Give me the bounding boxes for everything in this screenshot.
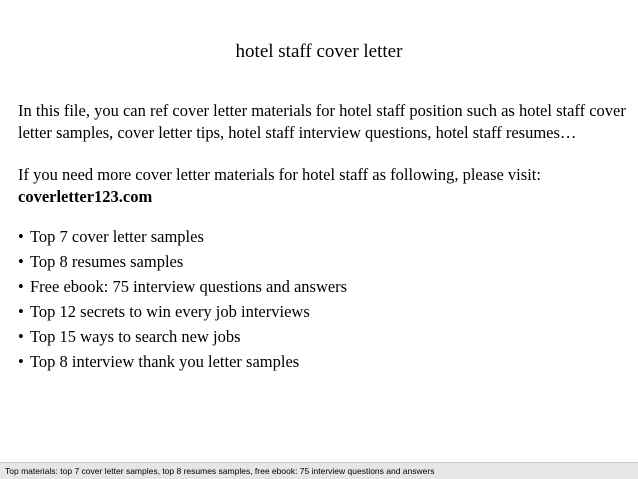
bullet-icon: •	[18, 327, 24, 346]
site-link[interactable]: coverletter123.com	[18, 187, 153, 206]
list-item-text: Top 8 resumes samples	[30, 252, 184, 271]
list-item	[18, 226, 628, 248]
bullet-icon: •	[18, 252, 24, 271]
list-item	[18, 301, 628, 323]
bullet-icon: •	[18, 227, 24, 246]
intro-paragraph: In this file, you can ref cover letter materials for hotel staff position such as hotel staff cover letter samples, cover letter tips, hotel staff interview questions, hotel staff resumes…	[18, 101, 626, 142]
bullet-icon: •	[18, 302, 24, 321]
list-item-text: Top 12 secrets to win every job interviews	[30, 302, 310, 321]
list-item-text: Free ebook: 75 interview questions and answers	[30, 277, 348, 296]
list-item-text: Top 15 ways to search new jobs	[30, 327, 241, 346]
bullet-icon: •	[18, 277, 24, 296]
bullet-list	[18, 226, 628, 373]
list-item	[18, 251, 628, 273]
page-title: hotel staff cover letter	[235, 41, 403, 62]
bullet-icon: •	[18, 352, 24, 371]
visit-text: If you need more cover letter materials for hotel staff as following, please visit:	[18, 165, 541, 184]
footer-text: Top materials: top 7 cover letter samples, top 8 resumes samples, free ebook: 75 interview questions and answers	[5, 466, 435, 476]
visit-paragraph	[18, 164, 628, 208]
list-item-text: Top 8 interview thank you letter samples	[30, 352, 300, 371]
list-item-text: Top 7 cover letter samples	[30, 227, 204, 246]
list-item	[18, 276, 628, 298]
list-item	[18, 326, 628, 348]
slide-content	[18, 100, 628, 376]
footer-bar	[0, 462, 638, 479]
list-item	[18, 351, 628, 373]
